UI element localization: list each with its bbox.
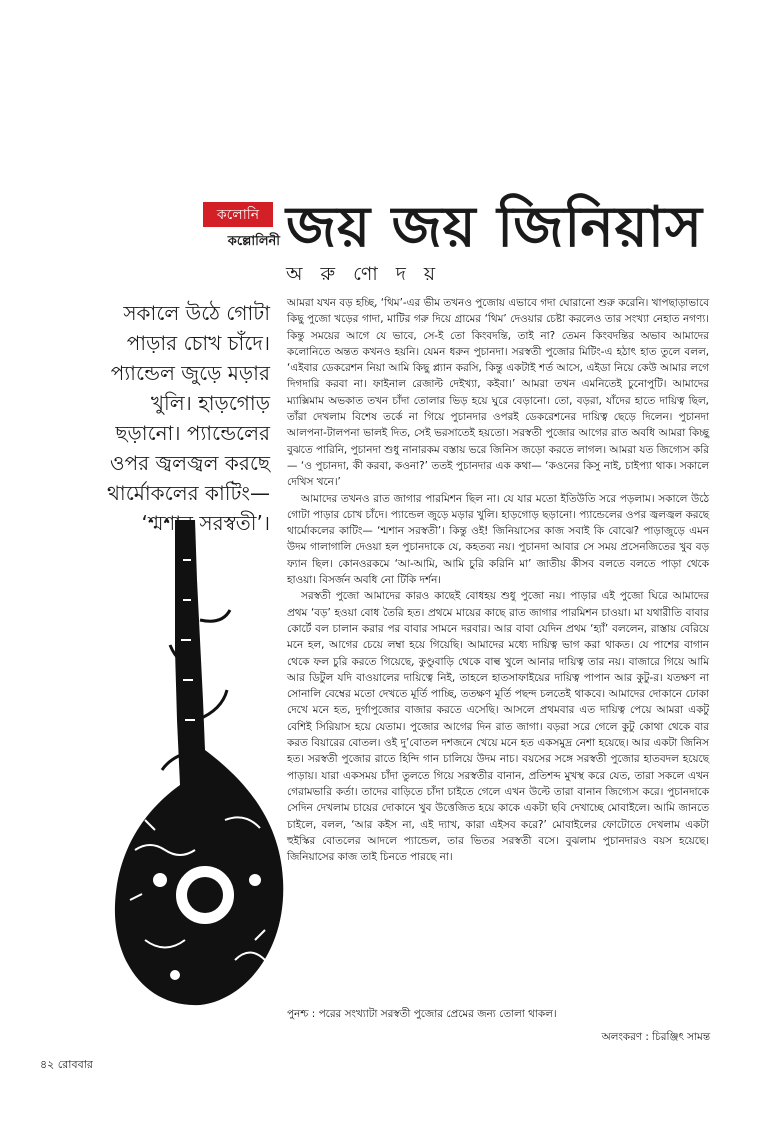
body-paragraph-1: আমরা যখন বড় হচ্ছি, ‘থিম’-এর ভীম তখনও পুজোয় এভাবে গদা ঘোরানো শুরু করেনি। খাপছাড়াভাবে কিছু পুজো খড়ের গাদা, মাটির গরু দিয়ে গ্রামের ‘থিম’ দেওয়ার চেষ্টা করলেও তার সংখ্যা নেহাত নগণ্য। কিন্তু সময়ের আগে যে ভাবে, সে-ই তো কিংবদন্তি, তাই না? তেমন কিংবদন্তির অভাব আমাদের কলোনিতে অন্তত কখনও হয়নি। যেমন ধরুন পুচানদা। সরস্বতী পুজোর মিটিং-এ হঠাৎ হাত তুলে বলল, ‘এইবার ডেকরেশন নিয়া আমি কিছু প্ল্যান করসি, কিন্তু একটাই শর্ত আসে, এইডা নিয়ে কেউ আমার লগে দিগদারি করবা না। ফাইনাল রেজাল্ট দেইখ্যা, কইবা।’ আমরা তখন এমনিতেই চুনোপুটি। আমাদের ম্যাক্সিমাম অভকাত তখন চাঁদা তোলার ভিড় হয়ে ঘুরে বেড়ানো। তো, বড়রা, যাঁদের হাতে দায়িত্ব ছিল, তাঁরা দেখলাম বিশেষ তর্কে না গিয়ে পুচানদার ওপরই ডেকরেশনের দায়িত্ব ছেড়ে দিলেন। পুচানদা আলপনা-টালপনা ভালই দিত, সেই ভরসাতেই হয়তো। সরস্বতী পুজোর আগের রাত অবধি আমরা কিচ্ছু বুঝতে পারিনি, পুচানদা শুধু নানারকম বস্তায় ভরে জিনিস জড়ো করতে লাগল। আমরা যত জিগ্যেস করি— ‘ও পুচানদা, কী করবা, কওনা?’ ততই পুচানদার এক কথা— ‘কওনের কিসু নাই, চাইপ্যা থাক। সকালে দেখিস খনে।’ xyxy=(287,297,709,489)
article-body xyxy=(287,295,709,865)
pull-quote: সকালে উঠে গোটা পাড়ার চোখ চাঁদে। প্যান্ডেল জুড়ে মড়ার খুলি। হাড়গোড় ছড়ানো। প্যান্ডেলের ওপর জ্বলজ্বল করছে থার্মোকলের কাটিং— ‘শ্মশান সরস্বতী’। xyxy=(106,301,270,535)
body-paragraph-2: আমাদের তখনও রাত জাগার পারমিশন ছিল না। যে যার মতো ইতিউতি সরে পড়লাম। সকালে উঠে গোটা পাড়ার চোখ চাঁদে। প্যান্ডেল জুড়ে মড়ার খুলি। হাড়গোড় ছড়ানো। প্যান্ডেলের ওপর জ্বলজ্বল করছে থার্মোকলের কাটিং— ‘শ্মশান সরস্বতী’। কিন্তু ওই! জিনিয়াসের কাজ সবাই কি বোঝে? পাড়াজুড়ে এমন উদম গালাগালি দেওয়া হল পুচানদাকে যে, কহতব্য নয়। পুচানদা আবার সে সময় প্রসেনজিতের খুব বড় ফ্যান ছিল। কোনওরকমে ‘আ-আমি, আমি চুরি করিনি মা’ জাতীয় কীসব বলতে বলতে পাড়া থেকে হাওয়া। বিসর্জন অবধি নো টিকি দর্শন। xyxy=(287,492,709,587)
illustration-credit: অলংকরণ : চিরঞ্জিৎ সামন্ত xyxy=(601,1031,710,1043)
postscript: পুনশ্চ : পরের সংখ্যাটা সরস্বতী পুজোর প্রেমের জন্য তোলা থাকল। xyxy=(287,1008,557,1020)
guitar-illustration xyxy=(105,520,295,1010)
section-name: কল্লোলিনী xyxy=(227,234,280,249)
article-title: জয় জয় জিনিয়াস xyxy=(286,195,703,260)
section-tag: কলোনি xyxy=(203,202,273,227)
body-paragraph-3: সরস্বতী পুজো আমাদের কারও কাছেই বোধহয় শুধু পুজো নয়। পাড়ার এই পুজো ঘিরে আমাদের প্রথম ‘বড়’ হওয়া বোধ তৈরি হত। প্রথমে মায়ের কাছে রাত জাগার পারমিশন চাওয়া। মা যথারীতি বাবার কোর্টে বল চালান করার পর বাবার সামনে দরবার। আর বাবা যেদিন প্রথম ‘হ্যাঁ’ বললেন, রাস্তায় বেরিয়ে মনে হল, আগের চেয়ে লম্বা হয়ে গিয়েছি। আমাদের মধ্যে দায়িত্ব ভাগ করা থাকত। যে পাশের বাগান থেকে ফল চুরি করতে গিয়েছে, কুণ্ডুবাড়ি থেকে বাল্ব খুলে আনার দায়িত্ব তার নয়। বাজারে গিয়ে আমি আর ডিটুল যদি বাওয়ালের দায়িত্বে নিই, তাহলে হাতসাফাইয়ের দায়িত্ব পাপান আর কুটু-র। যতক্ষণ না সোনালি বেম্বের মতো দেখতে মূর্তি পাচ্ছি, ততক্ষণ মূর্তি পছন্দ চলতেই থাকবে। আমাদের দোকানে ঢোকা দেখে মনে হত, দুর্গাপুজোর বাজার করতে এসেছি। আসলে প্রথমবার এত দায়িত্ব পেয়ে আমরা একটু বেশিই সিরিয়াস হয়ে যেতাম। পুজোর আগের দিন রাত জাগা। বড়রা সরে গেলে কুটু কোথা থেকে বার করত বিয়ারের বোতল। ওই দু’বোতল দশজনে খেয়ে মনে হত একসমুদ্র নেশা হয়েছে। আর একটা জিনিস হত। সরস্বতী পুজোর রাতে হিন্দি গান চালিয়ে উদম নাচ। বয়সের সঙ্গে সরস্বতী পুজোর হাতবদল হয়েছে পাড়ায়। যারা একসময় চাঁদা তুলতে গিয়ে সরস্বতীর বানান, প্রতিশব্দ মুখস্থ করে যেত, তারা সকলে এখন গেরামভারি কর্তা। তাদের বাড়িতে চাঁদা চাইতে গেলে এখন উল্টে তারা বানান জিগ্যেস করে। পুচানদাকে সেদিন দেখলাম চায়ের দোকানে খুব উত্তেজিত হয়ে কাকে একটা ছবি দেখাচ্ছে মোবাইলে। আমি জানতে চাইলে, বলল, ‘আর কইস না, এই দ্যাখ, কারা এইসব করে?’ মোবাইলের ফোটোতে দেখলাম একটা হুইস্কির বোতলের আদলে প্যান্ডেল, তার ভিতর সরস্বতী বসে। বুঝলাম পুচানদারও বয়স হয়েছে। জিনিয়াসের কাজ তাই চিনতে পারছে না। xyxy=(287,590,709,864)
author-byline: অ রু ণো দ য় xyxy=(286,263,442,285)
page-folio: ৪২ রোববার xyxy=(40,1058,93,1071)
